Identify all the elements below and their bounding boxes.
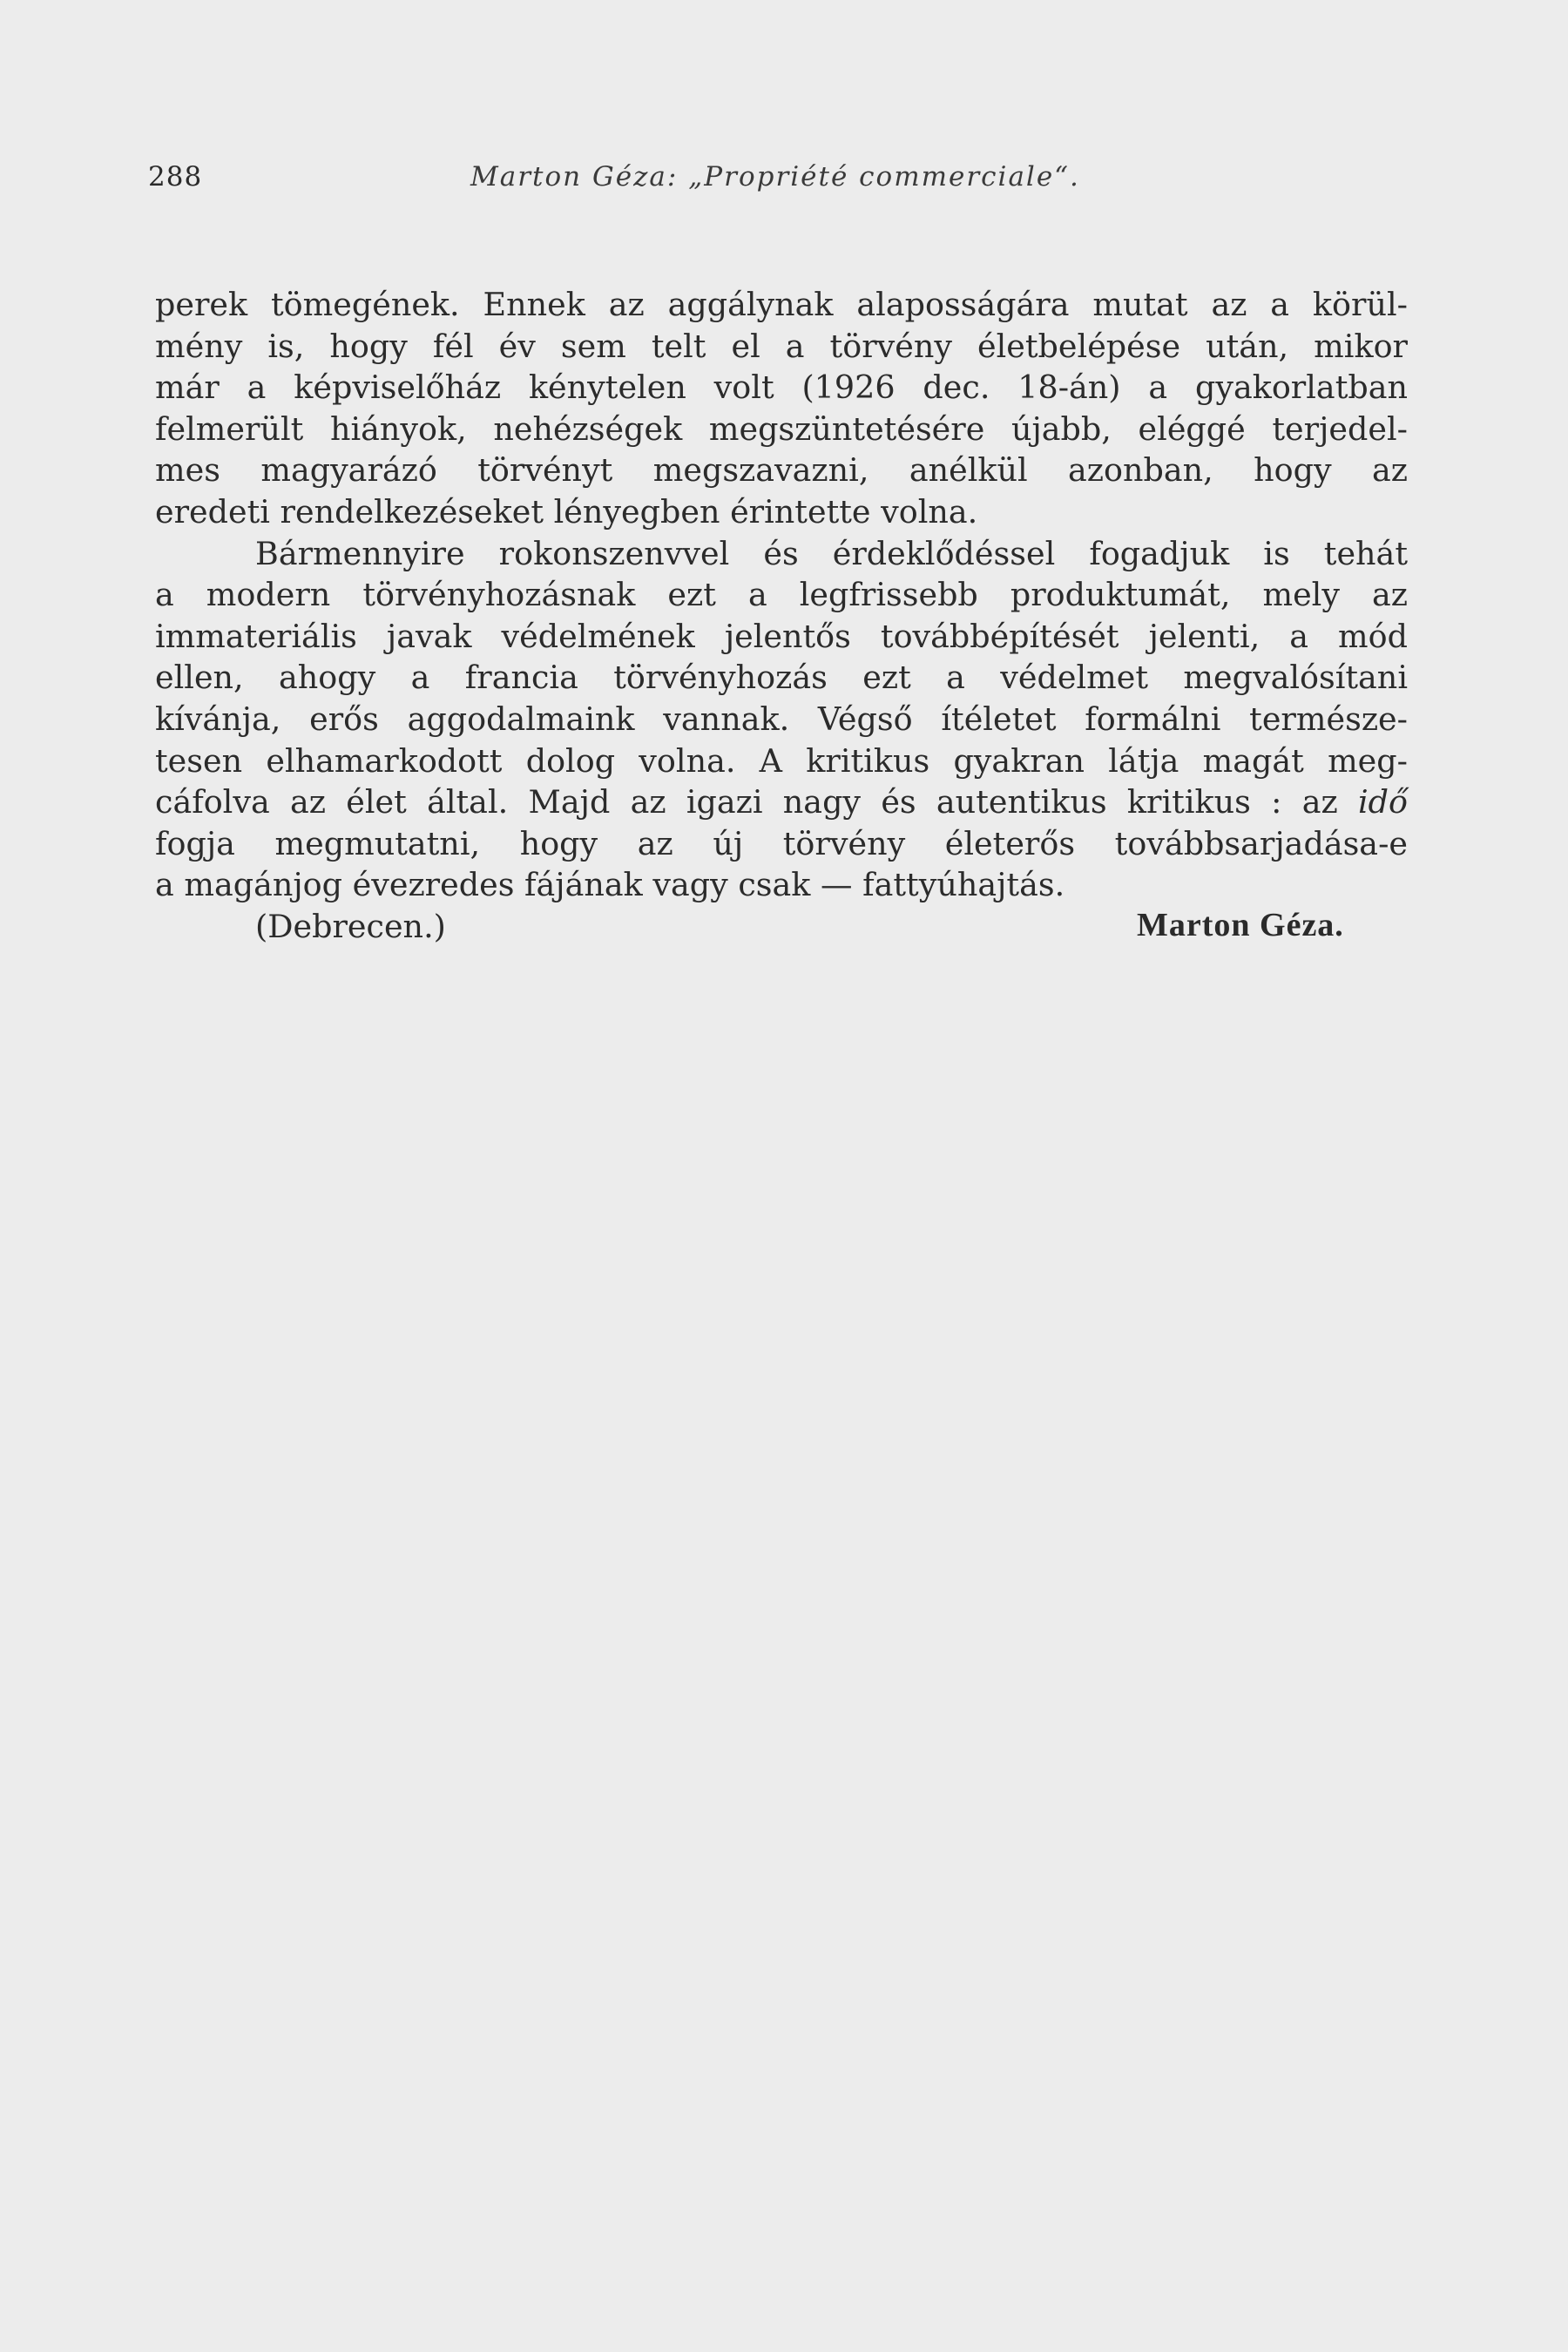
text-line: a magánjog évezredes fájának vagy csak — fattyúhajtás. [155, 866, 1065, 904]
text-line: perek tömegének. Ennek az aggálynak alaposságára mutat az a körül- [155, 286, 1408, 323]
text-line: immateriális javak védelmének jelentős továbbépítését jelenti, a mód [155, 617, 1408, 655]
text-line-paragraph-start: Bármennyire rokonszenvvel és érdeklődéssel fogadjuk is tehát [255, 534, 1408, 572]
text-line: mes magyarázó törvényt megszavazni, anélkül azonban, hogy az [155, 451, 1408, 490]
text-line: már a képviselőház kénytelen volt (1926 dec. 18-án) a gyakorlatban [155, 368, 1408, 407]
author-signature: Marton Géza. [1137, 907, 1344, 943]
text-line: fogja megmutatni, hogy az új törvény életerős továbbsarjadása-e [155, 824, 1408, 862]
place-note: (Debrecen.) [255, 907, 446, 945]
text-line: felmerült hiányok, nehézségek megszüntetésére újabb, eléggé terjedel- [155, 409, 1408, 448]
article-body [155, 284, 1408, 948]
text-line: kívánja, erős aggodalmaink vannak. Végső ítéletet formálni természe- [155, 700, 1408, 738]
text-line: mény is, hogy fél év sem telt el a törvény életbelépése után, mikor [155, 327, 1408, 365]
text-line-segment: cáfolva az élet által. Majd az igazi nagy és autentikus kritikus : az [155, 783, 1338, 821]
text-line: eredeti rendelkezéseket lényegben érintette volna. [155, 492, 978, 531]
running-title: Marton Géza: „Propriété commerciale“. [470, 161, 1080, 193]
text-line: ellen, ahogy a francia törvényhozás ezt a védelmet megvalósítani [155, 659, 1408, 697]
italic-word: idő [1357, 783, 1408, 821]
running-header [148, 161, 1402, 205]
page-number: 288 [148, 161, 203, 193]
text-line: a modern törvényhozásnak ezt a legfrissebb produktumát, mely az [155, 576, 1408, 614]
text-line-with-italic [155, 781, 1408, 823]
text-line: tesen elhamarkodott dolog volna. A kritikus gyakran látja magát meg- [155, 741, 1408, 780]
